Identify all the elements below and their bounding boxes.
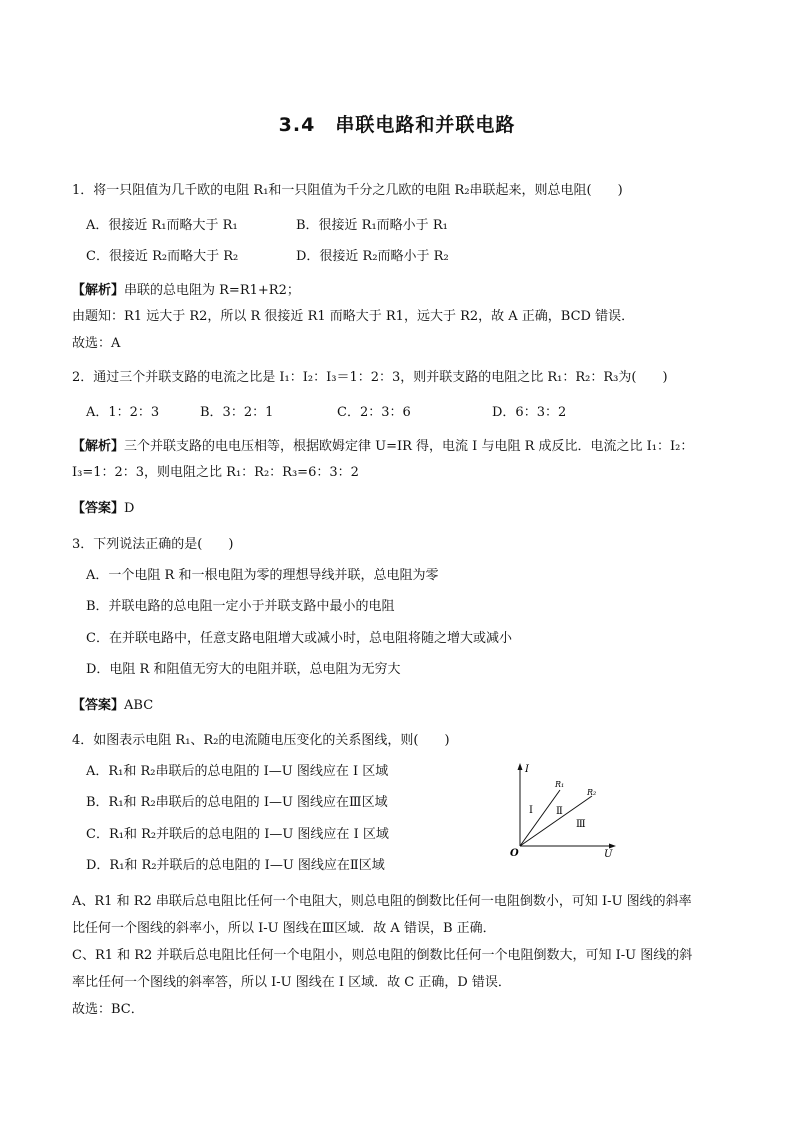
section-tag: 【解析】 (72, 439, 125, 454)
origin-label: O (510, 848, 519, 859)
r1-label: R₁ (555, 780, 565, 789)
question-4-choice: 故选：BC． (72, 1002, 144, 1017)
section-tag: 【解析】 (72, 283, 125, 298)
question-3-option-d: D．电阻 R 和阻值无穷大的电阻并联，总电阻为无穷大 (86, 662, 401, 677)
question-2-analysis: 【解析】三个并联支路的电电压相等，根据欧姆定律 U=IR 得，电流 I 与电阻 R 成反比．电流之比 I₁：I₂： (72, 439, 694, 454)
region-1-label: Ⅰ (529, 805, 533, 816)
question-4-option-c: C．R₁和 R₂并联后的总电阻的 I—U 图线应在 I 区域 (86, 827, 389, 842)
page-title: 3.4 串联电路和并联电路 (278, 114, 516, 136)
section-tag: 【答案】 (72, 698, 125, 713)
question-4-stem: 4．如图表示电阻 R₁、R₂的电流随电压变化的关系图线，则( ) (72, 733, 450, 748)
question-4-explain-line-3: C、R1 和 R2 并联后总电阻比任何一个电阻小，则总电阻的倒数比任何一个电阻倒数大，可知 I-U 图线的斜 (72, 948, 693, 963)
question-1-analysis-line: 由题知：R1 远大于 R2，所以 R 很接近 R1 而略大于 R1，远大于 R2，故 A 正确，BCD 错误． (72, 309, 635, 324)
question-3-stem: 3．下列说法正确的是( ) (72, 537, 234, 552)
question-1-option-b: B．很接近 R₁而略小于 R₁ (296, 218, 448, 233)
question-4-explain-line-1: A、R1 和 R2 串联后总电阻比任何一个电阻大，则总电阻的倒数比任何一电阻倒数小，可知 I-U 图线的斜率 (72, 894, 692, 909)
y-axis-label: I (525, 764, 529, 775)
question-1-analysis: 【解析】串联的总电阻为 R=R1+R2； (72, 283, 300, 298)
question-4-explain-line-4: 率比任何一个图线的斜率答，所以 I-U 图线在 I 区域．故 C 正确，D 错误． (72, 975, 511, 990)
y-axis-arrow (518, 763, 523, 770)
question-2-option-b: B．3：2：1 (200, 405, 274, 420)
question-2-option-a: A．1：2：3 (86, 405, 160, 420)
question-3-option-c: C．在并联电路中，任意支路电阻增大或减小时，总电阻将随之增大或减小 (86, 631, 512, 646)
question-1-choice: 故选：A (72, 336, 121, 351)
question-2-option-d: D．6：3：2 (492, 405, 567, 420)
r1-line (520, 790, 560, 846)
question-3-option-b: B．并联电路的总电阻一定小于并联支路中最小的电阻 (86, 599, 395, 614)
x-axis-arrow (609, 844, 616, 849)
question-1-stem: 1．将一只阻值为几千欧的电阻 R₁和一只阻值为千分之几欧的电阻 R₂串联起来，则总电阻( ) (72, 183, 623, 198)
iu-graph (500, 760, 620, 860)
question-2-analysis-line: I₃=1：2：3，则电阻之比 R₁：R₂：R₃=6：3：2 (72, 465, 359, 480)
section-tag: 【答案】 (72, 501, 125, 516)
question-1-option-a: A．很接近 R₁而略大于 R₁ (86, 218, 238, 233)
question-4-option-b: B．R₁和 R₂串联后的总电阻的 I—U 图线应在Ⅲ区域 (86, 795, 388, 810)
question-1-option-d: D．很接近 R₂而略小于 R₂ (296, 249, 449, 264)
question-2-stem: 2．通过三个并联支路的电流之比是 I₁：I₂：I₃＝1：2：3，则并联支路的电阻之比 R₁：R₂：R₃为( ) (72, 370, 668, 385)
question-4-explain-line-2: 比任何一个图线的斜率小，所以 I-U 图线在Ⅲ区域．故 A 错误，B 正确． (72, 921, 496, 936)
region-3-label: Ⅲ (576, 819, 586, 830)
question-2-option-c: C．2：3：6 (337, 405, 411, 420)
question-1-option-c: C．很接近 R₂而略大于 R₂ (86, 249, 239, 264)
question-4-option-d: D．R₁和 R₂并联后的总电阻的 I—U 图线应在Ⅱ区域 (86, 858, 385, 873)
region-2-label: Ⅱ (556, 806, 563, 817)
question-3-answer: 【答案】ABC (72, 698, 154, 713)
question-3-option-a: A．一个电阻 R 和一根电阻为零的理想导线并联，总电阻为零 (86, 568, 439, 583)
question-2-answer: 【答案】D (72, 501, 135, 516)
r2-label: R₂ (587, 788, 597, 797)
question-4-option-a: A．R₁和 R₂串联后的总电阻的 I—U 图线应在 I 区域 (86, 764, 389, 779)
x-axis-label: U (604, 849, 613, 860)
